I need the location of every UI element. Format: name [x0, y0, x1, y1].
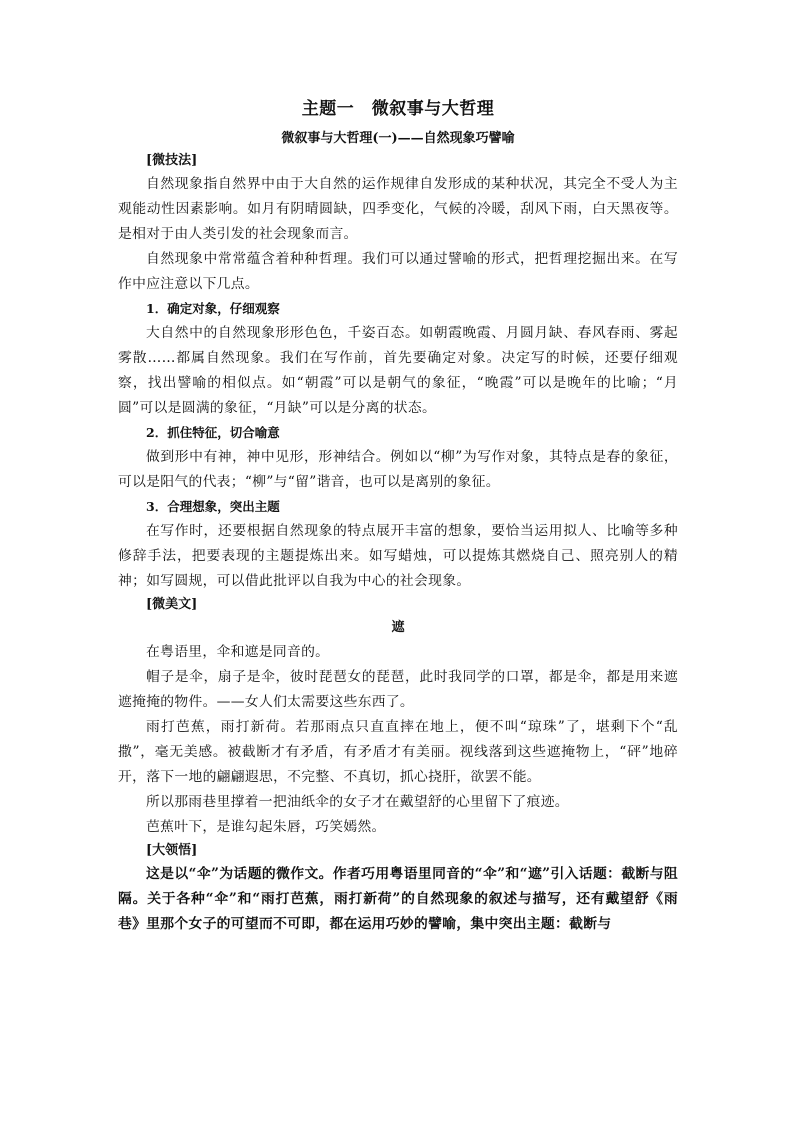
- point-text-3: 在写作时，还要根据自然现象的特点展开丰富的想象，要恰当运用拟人、比喻等多种修辞手法，把要表现的主题提炼出来。如写蜡烛，可以提炼其燃烧自己、照亮别人的精神；如写圆规，可以借此批评以自我为中心的社会现象。: [118, 523, 678, 589]
- point-text-1: 大自然中的自然现象形形色色，千姿百态。如朝霞晚霞、月圆月缺、春风春雨、雾起雾散……都属自然现象。我们在写作前，首先要确定对象。决定写的时候，还要仔细观察，找出譬喻的相似点。如“朝霞”可以是朝气的象征，“晚霞”可以是晚年的比喻；“月圆”可以是圆满的象征，“月缺”可以是分离的状态。: [118, 325, 678, 416]
- section-essay: [118, 594, 678, 840]
- essay-paragraph-1: 在粤语里，伞和遮是同音的。: [146, 644, 330, 660]
- document-content: [118, 96, 678, 937]
- essay-paragraph-4: 所以那雨巷里撑着一把油纸伞的女子才在戴望舒的心里留下了痕迹。: [146, 794, 569, 810]
- page-subtitle: 微叙事与大哲理(一)——自然现象巧譬喻: [281, 131, 515, 146]
- section-insight: [118, 840, 678, 937]
- intro-paragraph-2: 自然现象中常常蕴含着种种哲理。我们可以通过譬喻的形式，把哲理挖掘出来。在写作中应注意以下几点。: [118, 251, 678, 292]
- point-heading-1: 1．确定对象，仔细观察: [146, 301, 280, 316]
- section-technique: [118, 150, 678, 594]
- section-tag-technique: [微技法]: [146, 153, 198, 168]
- section-tag-insight: [大领悟]: [146, 843, 198, 858]
- essay-paragraph-2: 帽子是伞，扇子是伞，彼时琵琶女的琵琶，此时我同学的口罩，都是伞，都是用来遮遮掩掩的物件。——女人们太需要这些东西了。: [118, 669, 678, 710]
- essay-paragraph-5: 芭蕉叶下，是谁勾起朱唇，巧笑嫣然。: [146, 819, 386, 835]
- essay-paragraph-3: 雨打芭蕉，雨打新荷。若那雨点只直直摔在地上，便不叫“琼珠”了，堪剩下个“乱撒”，毫无美感。被截断才有矛盾，有矛盾才有美丽。视线落到这些遮掩物上，“砰”地碎开，落下一地的翩翩遐思，不完整、不真切，抓心挠肝，欲罢不能。: [118, 719, 678, 785]
- section-tag-essay: [微美文]: [146, 597, 198, 612]
- point-heading-2: 2．抓住特征，切合喻意: [146, 425, 280, 440]
- point-heading-3: 3．合理想象，突出主题: [146, 499, 280, 514]
- intro-paragraph-1: 自然现象指自然界中由于大自然的运作规律自发形成的某种状况，其完全不受人为主观能动性因素影响。如月有阴晴圆缺，四季变化，气候的冷暖，刮风下雨，白天黑夜等。是相对于由人类引发的社会现象而言。: [118, 176, 678, 242]
- point-text-2: 做到形中有神，神中见形，形神结合。例如以“柳”为写作对象，其特点是春的象征，可以是阳气的代表；“柳”与“留”谐音，也可以是离别的象征。: [118, 449, 678, 490]
- essay-title: 遮: [391, 620, 405, 635]
- page-title: 主题一 微叙事与大哲理: [301, 99, 495, 119]
- insight-paragraph: 这是以“伞”为话题的微作文。作者巧用粤语里同音的“伞”和“遮”引入话题：截断与阻隔。关于各种“伞”和“雨打芭蕉，雨打新荷”的自然现象的叙述与描写，还有戴望舒《雨巷》里那个女子的可望而不可即，都在运用巧妙的譬喻，集中突出主题：截断与: [118, 866, 678, 932]
